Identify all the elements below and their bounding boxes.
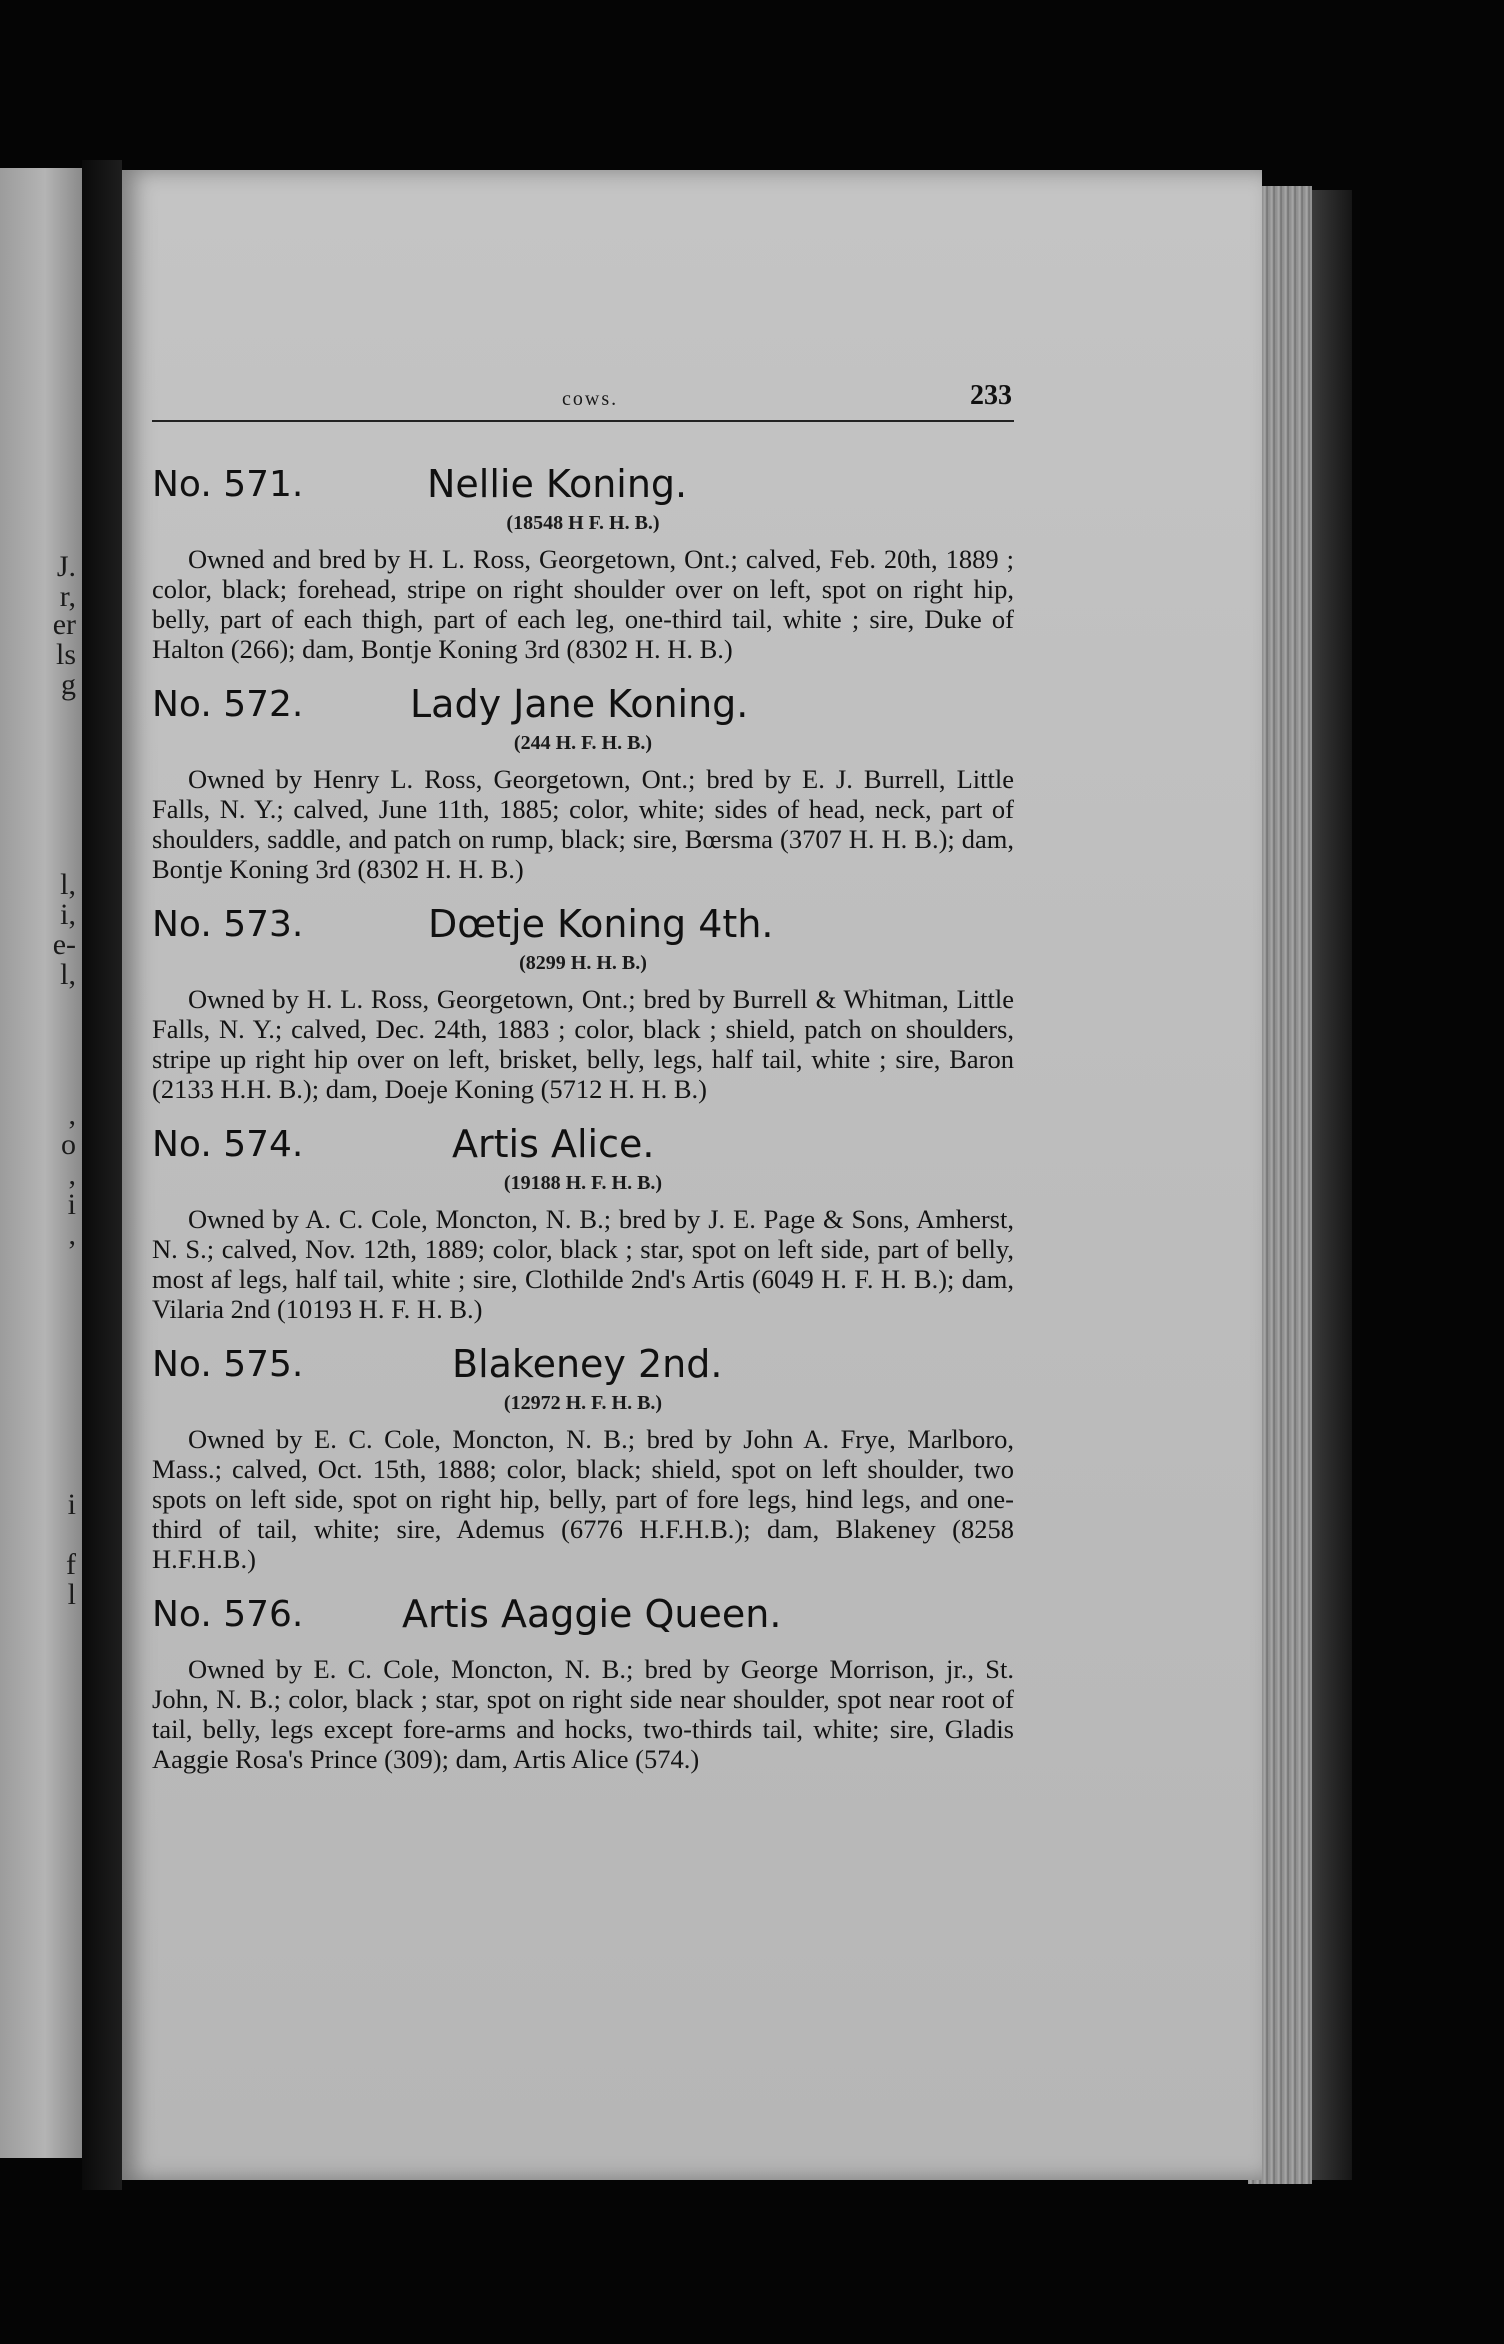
book-page	[122, 170, 1262, 2180]
adjacent-page-fragment: ,	[68, 1218, 76, 1251]
entry-number: No. 571.	[152, 464, 304, 505]
entry-573	[152, 900, 1014, 1104]
entry-heading	[152, 1590, 1014, 1644]
book-gutter	[82, 160, 122, 2190]
entry-576	[152, 1590, 1014, 1774]
entry-number: No. 576.	[152, 1594, 304, 1635]
entry-list	[152, 460, 1014, 1790]
adjacent-page-fragment: er	[52, 608, 76, 641]
entry-herdbook: (12972 H. F. H. B.)	[503, 1392, 663, 1414]
entry-number: No. 575.	[152, 1344, 304, 1385]
entry-herdbook: (19188 H. F. H. B.)	[503, 1172, 663, 1194]
entry-name: Artis Alice.	[452, 1122, 655, 1166]
adjacent-page-fragment: l,	[60, 958, 76, 991]
adjacent-page-fragment: ,	[68, 1098, 76, 1131]
adjacent-page-fragment: ,	[68, 1158, 76, 1191]
entry-heading	[152, 680, 1014, 734]
book-cover-edge	[1312, 190, 1352, 2180]
adjacent-page	[0, 168, 82, 2158]
adjacent-page-fragment: i	[67, 1488, 76, 1521]
entry-name: Dœtje Koning 4th.	[428, 902, 774, 946]
adjacent-page-fragment: l	[67, 1578, 76, 1611]
adjacent-page-fragment: J.	[56, 550, 76, 583]
entry-text: Owned by H. L. Ross, Georgetown, Ont.; bred by Burrell & Whitman, Little Falls, N. Y.; calved, Dec. 24th, 1883 ; color, black ; shield, patch on shoulders, stripe up right hip over on left, brisket, belly, legs, half tail, white ; sire, Baron (2133 H.H. B.); dam, Doeje Koning (5712 H. H. B.)	[152, 984, 1014, 1104]
entry-571	[152, 460, 1014, 664]
entry-herdbook: (18548 H F. H. B.)	[506, 512, 660, 534]
entry-heading	[152, 460, 1014, 514]
entry-number: No. 573.	[152, 904, 304, 945]
entry-name: Lady Jane Koning.	[410, 682, 749, 726]
adjacent-page-fragment: i,	[60, 898, 76, 931]
page-number: 233	[970, 380, 1012, 411]
entry-text: Owned by A. C. Cole, Moncton, N. B.; bred by J. E. Page & Sons, Amherst, N. S.; calved, Nov. 12th, 1889; color, black ; star, spot on left side, part of belly, most af legs, half tail, white ; sire, Clothilde 2nd's Artis (6049 H. F. H. B.); dam, Vilaria 2nd (10193 H. F. H. B.)	[152, 1204, 1014, 1324]
entry-number: No. 572.	[152, 684, 304, 725]
entry-text: Owned by E. C. Cole, Moncton, N. B.; bred by John A. Frye, Marlboro, Mass.; calved, Oct. 15th, 1888; color, black; shield, spot on left shoulder, two spots on left side, spot on right hip, belly, part of fore legs, hind legs, and one-third of tail, white; sire, Ademus (6776 H.F.H.B.); dam, Blakeney (8258 H.F.H.B.)	[152, 1424, 1014, 1574]
entry-text: Owned by E. C. Cole, Moncton, N. B.; bred by George Morrison, jr., St. John, N. B.; color, black ; star, spot on right side near shoulder, spot near root of tail, belly, legs except fore-arms and hocks, two-thirds tail, white; sire, Gladis Aaggie Rosa's Prince (309); dam, Artis Alice (574.)	[152, 1654, 1014, 1774]
entry-name: Artis Aaggie Queen.	[402, 1592, 782, 1636]
entry-herdbook: (244 H. F. H. B.)	[513, 732, 653, 754]
adjacent-page-fragment: r,	[59, 580, 76, 613]
entry-572	[152, 680, 1014, 884]
page-header	[152, 380, 1014, 422]
adjacent-page-fragment: g	[61, 668, 76, 701]
adjacent-page-fragment: o	[61, 1128, 76, 1161]
entry-heading	[152, 1340, 1014, 1394]
entry-text: Owned and bred by H. L. Ross, Georgetown, Ont.; calved, Feb. 20th, 1889 ; color, black; forehead, stripe on right shoulder over on left, spot on right hip, belly, part of each thigh, part of each leg, one-third tail, white ; sire, Duke of Halton (266); dam, Bontje Koning 3rd (8302 H. H. B.)	[152, 544, 1014, 664]
entry-name: Nellie Koning.	[427, 462, 688, 506]
entry-herdbook: (8299 H. H. B.)	[519, 952, 647, 974]
entry-number: No. 574.	[152, 1124, 304, 1165]
entry-name: Blakeney 2nd.	[452, 1342, 723, 1386]
adjacent-page-fragment: ls	[55, 638, 76, 671]
adjacent-page-fragment: i	[67, 1188, 76, 1221]
entry-heading	[152, 1120, 1014, 1174]
running-head: cows.	[562, 388, 619, 410]
entry-574	[152, 1120, 1014, 1324]
entry-heading	[152, 900, 1014, 954]
adjacent-page-fragment: l,	[60, 868, 76, 901]
adjacent-page-fragment: f	[66, 1548, 76, 1581]
entry-text: Owned by Henry L. Ross, Georgetown, Ont.; bred by E. J. Burrell, Little Falls, N. Y.; calved, June 11th, 1885; color, white; sides of head, neck, part of shoulders, saddle, and patch on rump, black; sire, Bœrsma (3707 H. H. B.); dam, Bontje Koning 3rd (8302 H. H. B.)	[152, 764, 1014, 884]
adjacent-page-fragment: e-	[52, 928, 76, 961]
entry-575	[152, 1340, 1014, 1574]
